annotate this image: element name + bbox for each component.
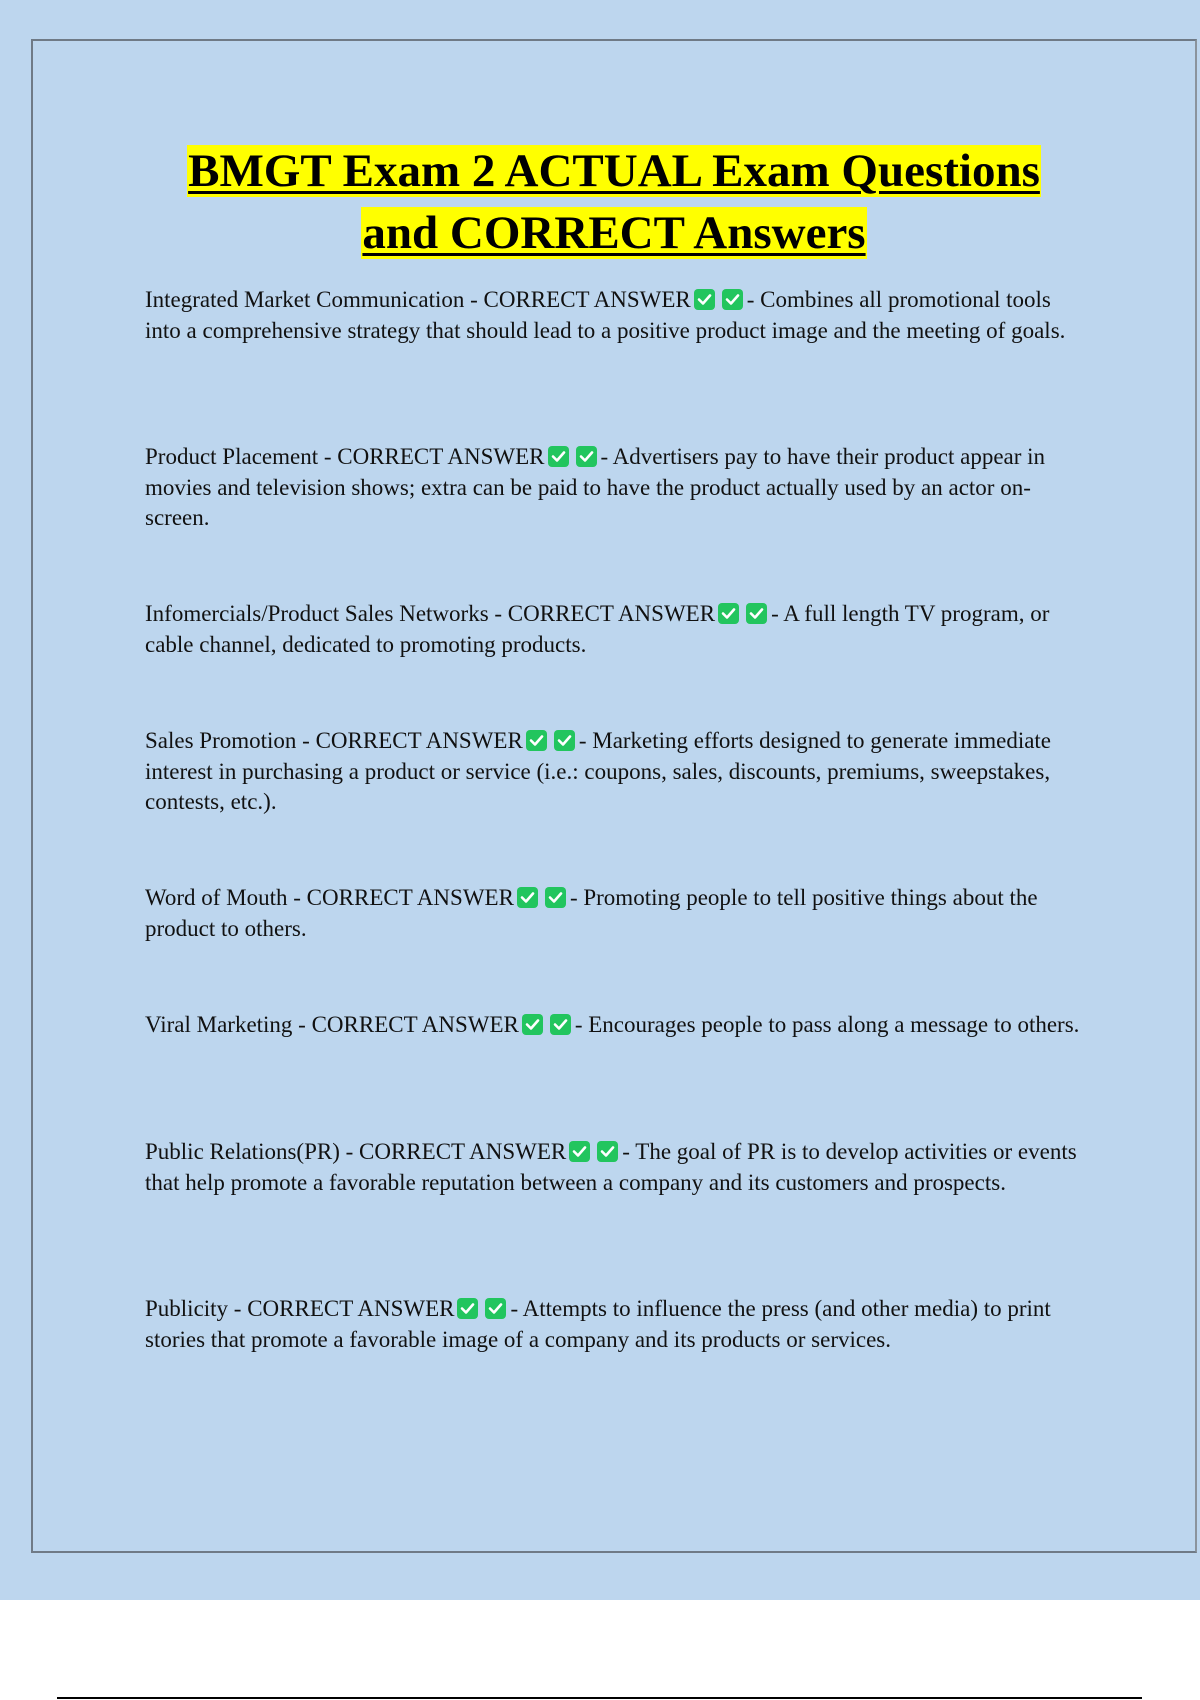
check-box-icon xyxy=(554,730,575,751)
check-box-icon xyxy=(569,1141,590,1162)
qa-item xyxy=(145,1137,1085,1198)
qa-definition: - Attempts to influence the press (and other media) to print stories that promote a favorable image of a company and its products or services. xyxy=(145,1296,1051,1352)
qa-definition: - Combines all promotional tools into a comprehensive strategy that should lead to a positive product image and the meeting of goals. xyxy=(145,287,1066,343)
qa-definition: - Advertisers pay to have their product appear in movies and television shows; extra can be paid to have the product actually used by an actor on-screen. xyxy=(145,444,1046,530)
check-box-icon xyxy=(550,1014,571,1035)
check-box-icon xyxy=(457,1298,478,1319)
qa-definition: - A full length TV program, or cable channel, dedicated to promoting products. xyxy=(145,601,1050,657)
qa-term: Integrated Market Communication - CORRECT ANSWER xyxy=(145,287,691,312)
qa-item xyxy=(145,726,1085,818)
check-box-icon xyxy=(718,603,739,624)
document-title xyxy=(31,140,1197,264)
qa-item xyxy=(145,285,1085,346)
qa-term: Publicity - CORRECT ANSWER xyxy=(145,1296,455,1321)
title-line-1: BMGT Exam 2 ACTUAL Exam Questions xyxy=(188,145,1040,197)
qa-definition: - Encourages people to pass along a message to others. xyxy=(574,1012,1080,1037)
qa-term: Viral Marketing - CORRECT ANSWER xyxy=(145,1012,519,1037)
qa-definition: - The goal of PR is to develop activities or events that help promote a favorable reputation between a company and its customers and prospects. xyxy=(145,1139,1077,1195)
footer-rule xyxy=(57,1697,1142,1699)
check-box-icon xyxy=(576,446,597,467)
check-box-icon xyxy=(746,603,767,624)
qa-term: Infomercials/Product Sales Networks - CORRECT ANSWER xyxy=(145,601,716,626)
qa-item xyxy=(145,599,1085,660)
qa-item xyxy=(145,442,1085,534)
check-box-icon xyxy=(597,1141,618,1162)
qa-item xyxy=(145,883,1085,944)
check-box-icon xyxy=(517,887,538,908)
check-box-icon xyxy=(694,289,715,310)
qa-term: Word of Mouth - CORRECT ANSWER xyxy=(145,885,514,910)
qa-item xyxy=(145,1294,1085,1355)
check-box-icon xyxy=(548,446,569,467)
check-box-icon xyxy=(522,1014,543,1035)
check-box-icon xyxy=(526,730,547,751)
check-box-icon xyxy=(485,1298,506,1319)
title-line-2: and CORRECT Answers xyxy=(362,207,866,259)
check-box-icon xyxy=(722,289,743,310)
qa-item xyxy=(145,1010,1085,1041)
qa-term: Product Placement - CORRECT ANSWER xyxy=(145,444,545,469)
check-box-icon xyxy=(545,887,566,908)
qa-definition: - Marketing efforts designed to generate immediate interest in purchasing a product or service (i.e.: coupons, sales, discounts, premiums, sweepstakes, contests, etc.). xyxy=(145,728,1052,814)
qa-term: Sales Promotion - CORRECT ANSWER xyxy=(145,728,523,753)
qa-term: Public Relations(PR) - CORRECT ANSWER xyxy=(145,1139,567,1164)
qa-definition: - Promoting people to tell positive things about the product to others. xyxy=(145,885,1038,941)
